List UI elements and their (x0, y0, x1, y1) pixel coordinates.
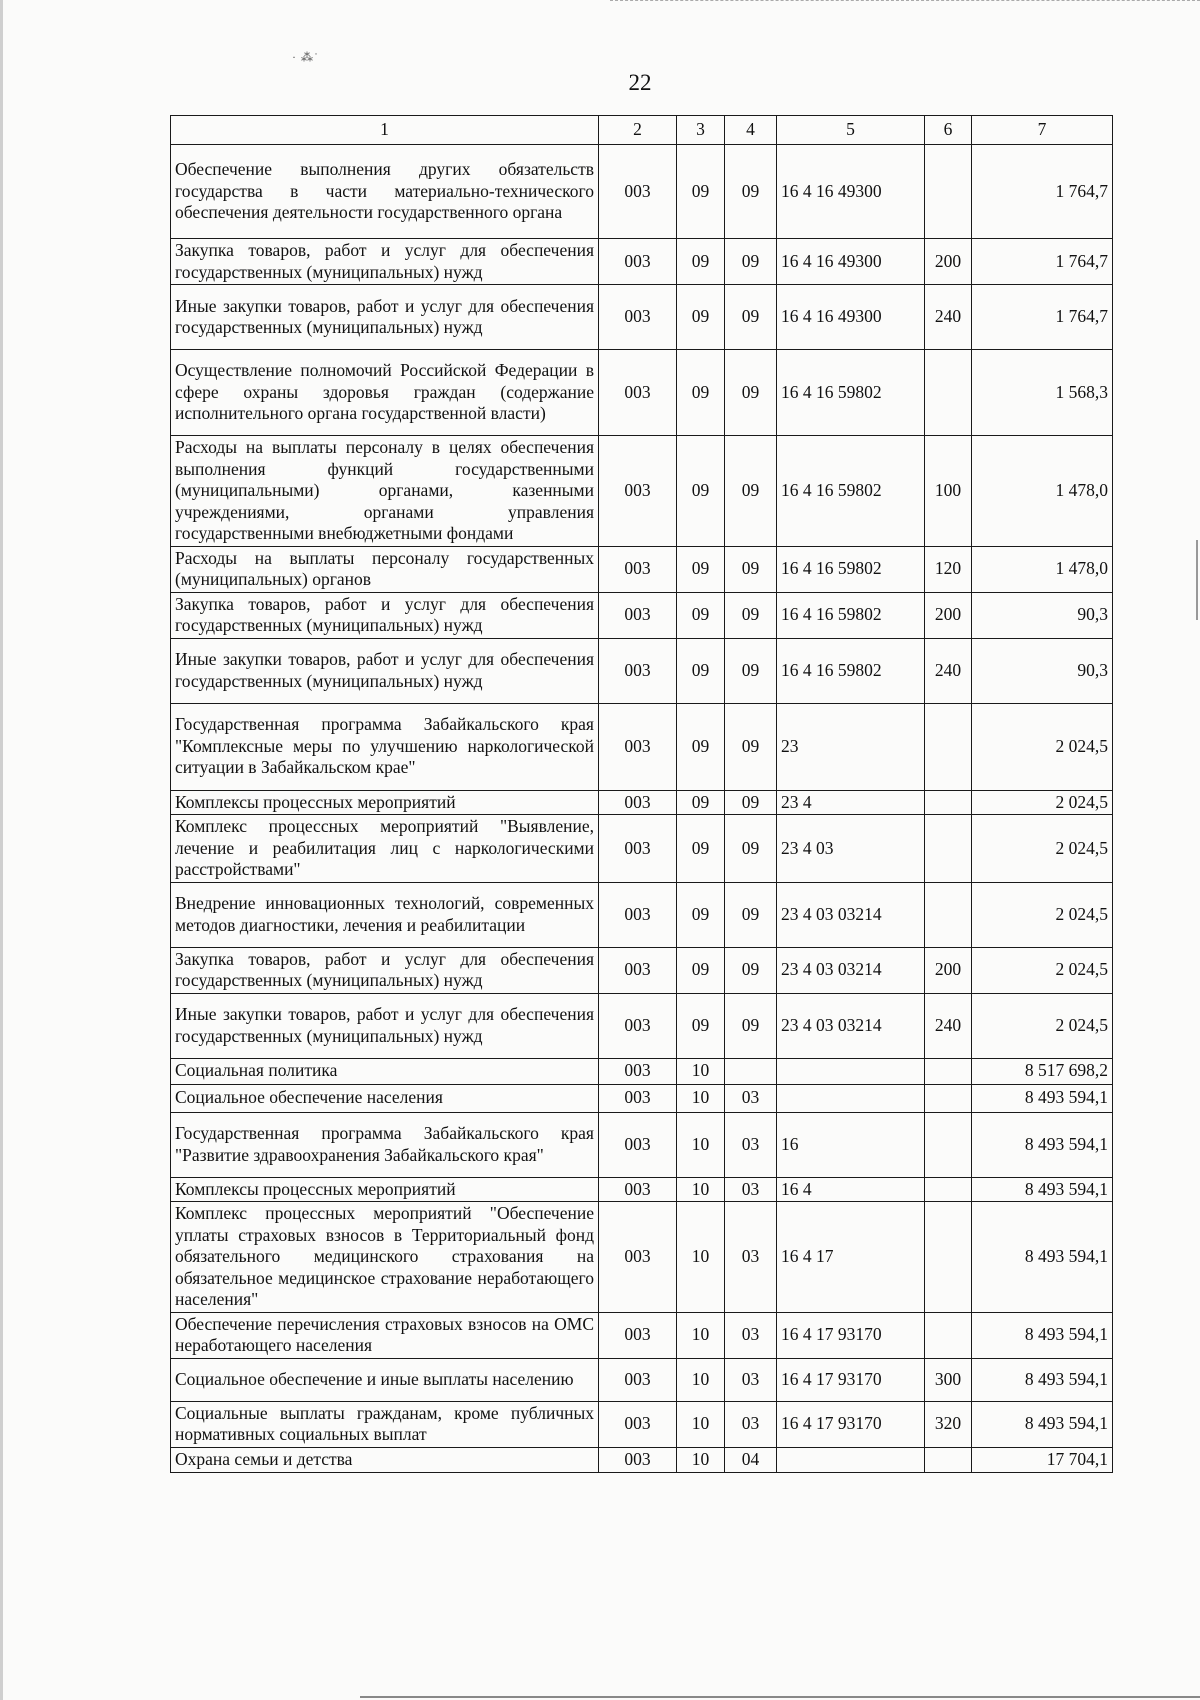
row-amount: 90,3 (972, 638, 1113, 703)
scan-edge-top (610, 0, 1200, 2)
row-ministry-code: 003 (599, 947, 677, 993)
table-row (171, 993, 1113, 1058)
row-ministry-code: 003 (599, 1084, 677, 1112)
row-amount: 2 024,5 (972, 703, 1113, 790)
row-section-code: 10 (677, 1401, 725, 1447)
row-name: Закупка товаров, работ и услуг для обеспечения государственных (муниципальных) нужд (171, 592, 599, 638)
row-target-article: 16 (777, 1112, 925, 1177)
row-amount: 2 024,5 (972, 815, 1113, 883)
row-section-code: 09 (677, 436, 725, 547)
row-amount: 1 478,0 (972, 546, 1113, 592)
row-expense-type (925, 815, 972, 883)
row-subsection-code: 09 (725, 993, 777, 1058)
row-target-article: 16 4 16 59802 (777, 638, 925, 703)
row-section-code: 09 (677, 145, 725, 239)
row-ministry-code: 003 (599, 436, 677, 547)
row-target-article (777, 1084, 925, 1112)
row-section-code: 09 (677, 947, 725, 993)
row-amount: 2 024,5 (972, 947, 1113, 993)
row-amount: 1 764,7 (972, 285, 1113, 350)
table-row (171, 1112, 1113, 1177)
row-target-article: 16 4 16 59802 (777, 436, 925, 547)
row-subsection-code: 04 (725, 1447, 777, 1472)
row-name: Обеспечение перечисления страховых взносов на ОМС неработающего населения (171, 1312, 599, 1358)
row-ministry-code: 003 (599, 592, 677, 638)
row-section-code: 09 (677, 592, 725, 638)
row-subsection-code: 03 (725, 1202, 777, 1313)
row-expense-type: 200 (925, 947, 972, 993)
header-col-4: 4 (725, 116, 777, 145)
row-target-article: 16 4 17 (777, 1202, 925, 1313)
row-ministry-code: 003 (599, 285, 677, 350)
row-subsection-code: 03 (725, 1177, 777, 1202)
row-section-code: 09 (677, 703, 725, 790)
row-expense-type (925, 1084, 972, 1112)
row-section-code: 10 (677, 1358, 725, 1401)
row-subsection-code: 09 (725, 638, 777, 703)
table-row (171, 882, 1113, 947)
row-expense-type (925, 1177, 972, 1202)
row-name: Государственная программа Забайкальского края "Комплексные меры по улучшению наркологической ситуации в Забайкальском крае" (171, 703, 599, 790)
row-ministry-code: 003 (599, 546, 677, 592)
row-name: Социальная политика (171, 1058, 599, 1084)
table-row (171, 1447, 1113, 1472)
row-target-article: 23 (777, 703, 925, 790)
row-subsection-code: 09 (725, 947, 777, 993)
row-name: Иные закупки товаров, работ и услуг для обеспечения государственных (муниципальных) нужд (171, 993, 599, 1058)
table-row (171, 815, 1113, 883)
row-target-article: 16 4 (777, 1177, 925, 1202)
row-subsection-code: 09 (725, 145, 777, 239)
row-target-article: 16 4 17 93170 (777, 1401, 925, 1447)
row-ministry-code: 003 (599, 350, 677, 436)
row-target-article: 16 4 17 93170 (777, 1312, 925, 1358)
row-name: Внедрение инновационных технологий, современных методов диагностики, лечения и реабилитации (171, 882, 599, 947)
row-expense-type: 240 (925, 638, 972, 703)
row-subsection-code: 03 (725, 1358, 777, 1401)
row-amount: 8 493 594,1 (972, 1358, 1113, 1401)
row-ministry-code: 003 (599, 882, 677, 947)
row-section-code: 09 (677, 350, 725, 436)
row-amount: 8 517 698,2 (972, 1058, 1113, 1084)
table-row (171, 1202, 1113, 1313)
row-amount: 1 478,0 (972, 436, 1113, 547)
row-target-article: 23 4 (777, 790, 925, 815)
row-target-article: 16 4 16 59802 (777, 592, 925, 638)
row-name: Комплекс процессных мероприятий "Обеспечение уплаты страховых взносов в Территориальный фонд обязательного медицинского страхования на обязательное медицинское страхование неработающего населения" (171, 1202, 599, 1313)
row-amount: 1 764,7 (972, 239, 1113, 285)
row-expense-type: 240 (925, 285, 972, 350)
row-amount: 8 493 594,1 (972, 1401, 1113, 1447)
row-section-code: 09 (677, 993, 725, 1058)
table-row (171, 1058, 1113, 1084)
table-row (171, 350, 1113, 436)
row-section-code: 09 (677, 815, 725, 883)
table-row (171, 1401, 1113, 1447)
row-section-code: 10 (677, 1058, 725, 1084)
row-target-article: 16 4 16 49300 (777, 239, 925, 285)
row-amount: 1 568,3 (972, 350, 1113, 436)
row-target-article: 23 4 03 03214 (777, 993, 925, 1058)
table-row (171, 145, 1113, 239)
row-section-code: 09 (677, 638, 725, 703)
row-expense-type: 200 (925, 592, 972, 638)
row-section-code: 10 (677, 1202, 725, 1313)
scan-mark: · ⁂˙ (292, 50, 319, 64)
row-expense-type: 300 (925, 1358, 972, 1401)
row-expense-type: 320 (925, 1401, 972, 1447)
table-row (171, 546, 1113, 592)
row-amount: 8 493 594,1 (972, 1177, 1113, 1202)
row-name: Комплексы процессных мероприятий (171, 1177, 599, 1202)
row-name: Комплекс процессных мероприятий "Выявление, лечение и реабилитация лиц с наркологическими расстройствами" (171, 815, 599, 883)
table-row (171, 947, 1113, 993)
row-amount: 2 024,5 (972, 993, 1113, 1058)
row-section-code: 09 (677, 239, 725, 285)
row-ministry-code: 003 (599, 790, 677, 815)
header-col-1: 1 (171, 116, 599, 145)
row-subsection-code: 09 (725, 790, 777, 815)
row-expense-type (925, 1202, 972, 1313)
row-amount: 1 764,7 (972, 145, 1113, 239)
row-ministry-code: 003 (599, 1312, 677, 1358)
row-name: Закупка товаров, работ и услуг для обеспечения государственных (муниципальных) нужд (171, 239, 599, 285)
header-col-7: 7 (972, 116, 1113, 145)
table-row (171, 436, 1113, 547)
row-section-code: 10 (677, 1084, 725, 1112)
row-subsection-code: 03 (725, 1312, 777, 1358)
row-amount: 90,3 (972, 592, 1113, 638)
header-col-2: 2 (599, 116, 677, 145)
row-section-code: 09 (677, 285, 725, 350)
row-subsection-code (725, 1058, 777, 1084)
row-name: Закупка товаров, работ и услуг для обеспечения государственных (муниципальных) нужд (171, 947, 599, 993)
row-subsection-code: 03 (725, 1401, 777, 1447)
row-amount: 8 493 594,1 (972, 1084, 1113, 1112)
row-target-article (777, 1058, 925, 1084)
row-subsection-code: 03 (725, 1112, 777, 1177)
row-expense-type: 200 (925, 239, 972, 285)
row-target-article: 16 4 16 49300 (777, 285, 925, 350)
table-row (171, 790, 1113, 815)
scan-edge-bottom (360, 1696, 1200, 1698)
header-col-6: 6 (925, 116, 972, 145)
row-section-code: 09 (677, 882, 725, 947)
row-expense-type (925, 703, 972, 790)
row-subsection-code: 03 (725, 1084, 777, 1112)
budget-table (170, 115, 1113, 1473)
row-ministry-code: 003 (599, 815, 677, 883)
row-ministry-code: 003 (599, 239, 677, 285)
table-row (171, 239, 1113, 285)
row-expense-type: 240 (925, 993, 972, 1058)
row-subsection-code: 09 (725, 703, 777, 790)
row-amount: 8 493 594,1 (972, 1112, 1113, 1177)
row-target-article: 16 4 17 93170 (777, 1358, 925, 1401)
row-ministry-code: 003 (599, 1401, 677, 1447)
row-target-article: 16 4 16 59802 (777, 350, 925, 436)
row-target-article: 23 4 03 03214 (777, 882, 925, 947)
row-expense-type (925, 1447, 972, 1472)
scan-edge-left (0, 0, 3, 1700)
row-ministry-code: 003 (599, 1447, 677, 1472)
row-expense-type (925, 1112, 972, 1177)
row-ministry-code: 003 (599, 993, 677, 1058)
page-number: 22 (628, 70, 652, 95)
row-expense-type (925, 882, 972, 947)
row-section-code: 10 (677, 1312, 725, 1358)
row-expense-type (925, 1312, 972, 1358)
row-expense-type (925, 350, 972, 436)
row-subsection-code: 09 (725, 285, 777, 350)
row-target-article: 23 4 03 (777, 815, 925, 883)
table-row (171, 285, 1113, 350)
row-name: Иные закупки товаров, работ и услуг для обеспечения государственных (муниципальных) нужд (171, 638, 599, 703)
header-col-5: 5 (777, 116, 925, 145)
table-row (171, 592, 1113, 638)
row-ministry-code: 003 (599, 1058, 677, 1084)
row-target-article: 16 4 16 49300 (777, 145, 925, 239)
row-expense-type (925, 790, 972, 815)
row-section-code: 10 (677, 1447, 725, 1472)
row-amount: 8 493 594,1 (972, 1312, 1113, 1358)
row-subsection-code: 09 (725, 239, 777, 285)
row-name: Социальное обеспечение и иные выплаты населению (171, 1358, 599, 1401)
row-subsection-code: 09 (725, 546, 777, 592)
row-amount: 8 493 594,1 (972, 1202, 1113, 1313)
table-row (171, 1177, 1113, 1202)
row-section-code: 09 (677, 546, 725, 592)
row-expense-type: 120 (925, 546, 972, 592)
row-name: Осуществление полномочий Российской Федерации в сфере охраны здоровья граждан (содержание исполнительного органа государственной власти) (171, 350, 599, 436)
row-name: Расходы на выплаты персоналу в целях обеспечения выполнения функций государственными (муниципальными) органами, казенными учреждениями, органами управления государственными внебюджетными фондами (171, 436, 599, 547)
row-name: Государственная программа Забайкальского края "Развитие здравоохранения Забайкальского края" (171, 1112, 599, 1177)
row-amount: 17 704,1 (972, 1447, 1113, 1472)
row-section-code: 10 (677, 1177, 725, 1202)
table-row (171, 1312, 1113, 1358)
row-section-code: 10 (677, 1112, 725, 1177)
row-ministry-code: 003 (599, 703, 677, 790)
row-subsection-code: 09 (725, 882, 777, 947)
row-ministry-code: 003 (599, 145, 677, 239)
row-ministry-code: 003 (599, 1358, 677, 1401)
row-name: Расходы на выплаты персоналу государственных (муниципальных) органов (171, 546, 599, 592)
row-name: Обеспечение выполнения других обязательств государства в части материально-технического обеспечения деятельности государственного органа (171, 145, 599, 239)
row-name: Социальные выплаты гражданам, кроме публичных нормативных социальных выплат (171, 1401, 599, 1447)
row-subsection-code: 09 (725, 815, 777, 883)
row-ministry-code: 003 (599, 1177, 677, 1202)
table-row (171, 1084, 1113, 1112)
row-section-code: 09 (677, 790, 725, 815)
scan-edge-right (1196, 540, 1198, 620)
row-target-article: 23 4 03 03214 (777, 947, 925, 993)
row-name: Охрана семьи и детства (171, 1447, 599, 1472)
row-subsection-code: 09 (725, 436, 777, 547)
header-row (171, 116, 1113, 145)
row-name: Комплексы процессных мероприятий (171, 790, 599, 815)
row-expense-type (925, 145, 972, 239)
header-col-3: 3 (677, 116, 725, 145)
row-expense-type: 100 (925, 436, 972, 547)
row-target-article (777, 1447, 925, 1472)
row-ministry-code: 003 (599, 1202, 677, 1313)
row-subsection-code: 09 (725, 350, 777, 436)
row-target-article: 16 4 16 59802 (777, 546, 925, 592)
table-row (171, 703, 1113, 790)
row-subsection-code: 09 (725, 592, 777, 638)
table-row (171, 638, 1113, 703)
row-ministry-code: 003 (599, 638, 677, 703)
row-name: Иные закупки товаров, работ и услуг для обеспечения государственных (муниципальных) нужд (171, 285, 599, 350)
row-ministry-code: 003 (599, 1112, 677, 1177)
row-amount: 2 024,5 (972, 790, 1113, 815)
row-amount: 2 024,5 (972, 882, 1113, 947)
table-row (171, 1358, 1113, 1401)
row-name: Социальное обеспечение населения (171, 1084, 599, 1112)
row-expense-type (925, 1058, 972, 1084)
